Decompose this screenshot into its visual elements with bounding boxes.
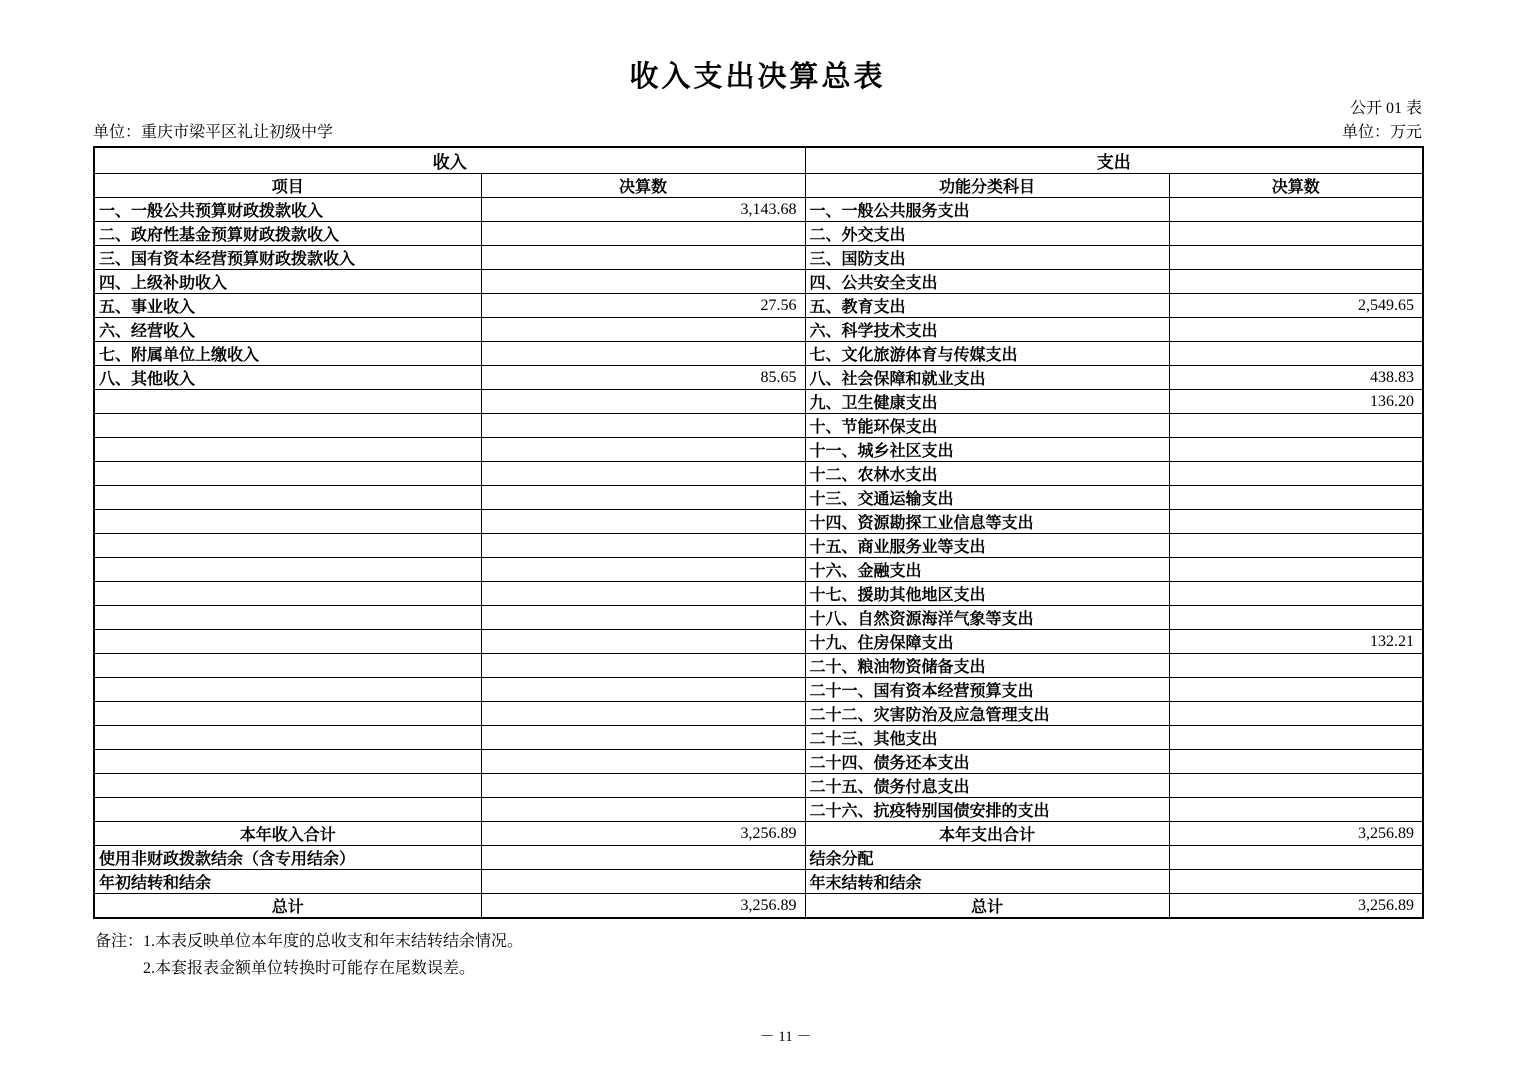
income-item-value: [481, 798, 805, 822]
income-item-label: [94, 726, 481, 750]
table-row: [94, 894, 1423, 919]
expense-item-label: 二十二、灾害防治及应急管理支出: [805, 702, 1169, 726]
income-item-value: [481, 390, 805, 414]
expense-item-value: 3,256.89: [1169, 894, 1423, 919]
income-item-value: [481, 774, 805, 798]
expense-item-label: 四、公共安全支出: [805, 270, 1169, 294]
expense-item-label: 二十四、债务还本支出: [805, 750, 1169, 774]
expense-item-label: 十、节能环保支出: [805, 414, 1169, 438]
expense-item-label: 二十三、其他支出: [805, 726, 1169, 750]
table-row: [94, 462, 1423, 486]
expense-item-label: 五、教育支出: [805, 294, 1169, 318]
expense-item-label: 十七、援助其他地区支出: [805, 582, 1169, 606]
expense-item-value: [1169, 438, 1423, 462]
income-item-label: 三、国有资本经营预算财政拨款收入: [94, 246, 481, 270]
unit-line: [93, 119, 1422, 142]
expense-item-label: 二十六、抗疫特别国债安排的支出: [805, 798, 1169, 822]
table-body: [94, 147, 1423, 918]
expense-item-label: 二十五、债务付息支出: [805, 774, 1169, 798]
table-row: [94, 678, 1423, 702]
expense-item-value: [1169, 510, 1423, 534]
expense-item-value: [1169, 606, 1423, 630]
income-amount-header: 决算数: [481, 174, 805, 198]
income-item-value: [481, 534, 805, 558]
income-item-label: 七、附属单位上缴收入: [94, 342, 481, 366]
expense-item-label: 六、科学技术支出: [805, 318, 1169, 342]
table-row: [94, 870, 1423, 894]
income-item-value: 3,256.89: [481, 894, 805, 919]
expense-item-value: [1169, 846, 1423, 870]
expense-item-label: 一、一般公共服务支出: [805, 198, 1169, 222]
table-row: [94, 630, 1423, 654]
expense-item-label: 七、文化旅游体育与传媒支出: [805, 342, 1169, 366]
income-item-label: [94, 438, 481, 462]
expense-item-value: 438.83: [1169, 366, 1423, 390]
footnote-2: 2.本套报表金额单位转换时可能存在尾数误差。: [143, 960, 476, 977]
table-row: [94, 222, 1423, 246]
footnote-1: 备注：1.本表反映单位本年度的总收支和年末结转结余情况。: [95, 933, 524, 950]
table-row: [94, 198, 1423, 222]
income-item-value: [481, 606, 805, 630]
expense-item-label: 九、卫生健康支出: [805, 390, 1169, 414]
expense-amount-header: 决算数: [1169, 174, 1423, 198]
table-row: [94, 534, 1423, 558]
currency-unit: 单位：万元: [1341, 124, 1422, 141]
income-item-value: [481, 270, 805, 294]
table-row: [94, 822, 1423, 846]
expense-item-value: [1169, 774, 1423, 798]
income-item-value: [481, 702, 805, 726]
expense-item-value: 132.21: [1169, 630, 1423, 654]
expense-item-value: 136.20: [1169, 390, 1423, 414]
expense-item-value: [1169, 558, 1423, 582]
section-header-row: [94, 147, 1423, 174]
expense-item-value: [1169, 870, 1423, 894]
table-row: [94, 294, 1423, 318]
expense-item-value: [1169, 678, 1423, 702]
income-item-value: [481, 582, 805, 606]
page-number: － 11 －: [759, 1029, 812, 1045]
income-item-value: [481, 678, 805, 702]
footnotes: [95, 928, 523, 982]
table-code: 公开 01 表: [1349, 100, 1422, 117]
income-item-label: [94, 702, 481, 726]
expense-item-value: [1169, 246, 1423, 270]
income-item-label: 八、其他收入: [94, 366, 481, 390]
income-item-value: [481, 654, 805, 678]
income-item-label: [94, 462, 481, 486]
expense-item-value: [1169, 582, 1423, 606]
expense-item-value: [1169, 462, 1423, 486]
expense-item-label: 本年支出合计: [805, 822, 1169, 846]
income-item-header: 项目: [94, 174, 481, 198]
expense-item-value: [1169, 534, 1423, 558]
expense-item-label: 二十一、国有资本经营预算支出: [805, 678, 1169, 702]
income-item-label: [94, 534, 481, 558]
expense-item-label: 十五、商业服务业等支出: [805, 534, 1169, 558]
income-item-value: 3,256.89: [481, 822, 805, 846]
income-item-value: 3,143.68: [481, 198, 805, 222]
table-row: [94, 702, 1423, 726]
income-item-value: [481, 462, 805, 486]
table-row: [94, 270, 1423, 294]
expense-item-value: [1169, 750, 1423, 774]
expense-item-value: [1169, 222, 1423, 246]
income-item-label: [94, 582, 481, 606]
income-item-label: 年初结转和结余: [94, 870, 481, 894]
income-item-value: [481, 438, 805, 462]
expenditure-section-header: 支出: [805, 147, 1423, 174]
income-item-label: 二、政府性基金预算财政拨款收入: [94, 222, 481, 246]
expense-item-value: [1169, 654, 1423, 678]
expense-item-label: 十二、农林水支出: [805, 462, 1169, 486]
expense-item-value: [1169, 270, 1423, 294]
table-row: [94, 750, 1423, 774]
expense-item-header: 功能分类科目: [805, 174, 1169, 198]
income-item-value: [481, 486, 805, 510]
income-item-value: [481, 510, 805, 534]
table-row: [94, 342, 1423, 366]
income-item-value: [481, 222, 805, 246]
income-item-label: [94, 510, 481, 534]
expense-item-value: [1169, 726, 1423, 750]
income-item-label: [94, 678, 481, 702]
table-row: [94, 486, 1423, 510]
income-item-value: [481, 630, 805, 654]
column-header-row: [94, 174, 1423, 198]
table-row: [94, 366, 1423, 390]
table-row: [94, 726, 1423, 750]
income-item-label: 四、上级补助收入: [94, 270, 481, 294]
income-item-label: [94, 606, 481, 630]
expense-item-label: 年末结转和结余: [805, 870, 1169, 894]
expense-item-label: 总计: [805, 894, 1169, 919]
expense-item-label: 二十、粮油物资储备支出: [805, 654, 1169, 678]
table-row: [94, 774, 1423, 798]
table-row: [94, 558, 1423, 582]
expense-item-value: [1169, 702, 1423, 726]
income-item-value: [481, 870, 805, 894]
income-item-label: [94, 750, 481, 774]
expense-item-label: 八、社会保障和就业支出: [805, 366, 1169, 390]
table-row: [94, 390, 1423, 414]
income-item-label: [94, 630, 481, 654]
reporting-unit: 单位：重庆市梁平区礼让初级中学: [93, 124, 334, 141]
expense-item-label: 十九、住房保障支出: [805, 630, 1169, 654]
expense-item-value: [1169, 342, 1423, 366]
expense-item-value: [1169, 486, 1423, 510]
table-row: [94, 246, 1423, 270]
income-item-value: [481, 750, 805, 774]
expense-item-value: 3,256.89: [1169, 822, 1423, 846]
expense-item-label: 三、国防支出: [805, 246, 1169, 270]
table-row: [94, 414, 1423, 438]
income-item-label: [94, 558, 481, 582]
income-item-value: [481, 558, 805, 582]
income-item-label: 一、一般公共预算财政拨款收入: [94, 198, 481, 222]
expense-item-value: [1169, 318, 1423, 342]
income-item-value: [481, 342, 805, 366]
expense-item-label: 二、外交支出: [805, 222, 1169, 246]
income-item-value: [481, 246, 805, 270]
income-item-value: 85.65: [481, 366, 805, 390]
income-item-label: 总计: [94, 894, 481, 919]
income-item-label: [94, 654, 481, 678]
income-item-label: [94, 774, 481, 798]
income-item-value: [481, 846, 805, 870]
expense-item-label: 十六、金融支出: [805, 558, 1169, 582]
expense-item-value: [1169, 414, 1423, 438]
table-row: [94, 438, 1423, 462]
income-item-label: 使用非财政拨款结余（含专用结余）: [94, 846, 481, 870]
table-row: [94, 318, 1423, 342]
income-item-label: [94, 486, 481, 510]
income-section-header: 收入: [94, 147, 805, 174]
income-item-label: 本年收入合计: [94, 822, 481, 846]
expense-item-label: 结余分配: [805, 846, 1169, 870]
expense-item-value: 2,549.65: [1169, 294, 1423, 318]
expense-item-value: [1169, 798, 1423, 822]
expense-item-label: 十三、交通运输支出: [805, 486, 1169, 510]
page-title: 收入支出决算总表: [629, 61, 886, 93]
income-item-value: [481, 318, 805, 342]
income-item-label: [94, 390, 481, 414]
income-item-label: [94, 798, 481, 822]
table-row: [94, 798, 1423, 822]
table-row: [94, 606, 1423, 630]
expense-item-label: 十八、自然资源海洋气象等支出: [805, 606, 1169, 630]
expense-item-label: 十一、城乡社区支出: [805, 438, 1169, 462]
final-accounts-table: [93, 146, 1424, 919]
income-item-label: 六、经营收入: [94, 318, 481, 342]
income-item-value: [481, 726, 805, 750]
income-item-label: 五、事业收入: [94, 294, 481, 318]
income-item-label: [94, 414, 481, 438]
income-item-value: [481, 414, 805, 438]
table-row: [94, 654, 1423, 678]
expense-item-label: 十四、资源勘探工业信息等支出: [805, 510, 1169, 534]
expense-item-value: [1169, 198, 1423, 222]
table-row: [94, 582, 1423, 606]
table-row: [94, 846, 1423, 870]
income-item-value: 27.56: [481, 294, 805, 318]
table-row: [94, 510, 1423, 534]
